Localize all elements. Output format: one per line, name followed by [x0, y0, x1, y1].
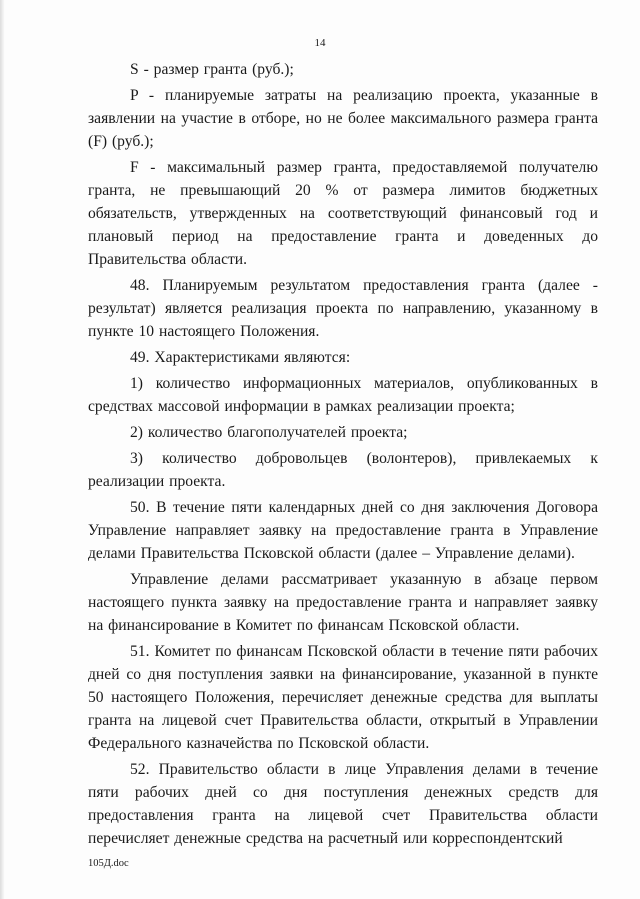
page-number: 14	[314, 37, 326, 49]
paragraph-p-definition: P - планируемые затраты на реализацию проекта, указанные в заявлении на участие в отборе, но не более максимального размера гранта (F) (руб.);	[88, 87, 598, 150]
paragraph-s-definition: S - размер гранта (руб.);	[130, 61, 294, 78]
document-body	[88, 58, 598, 853]
paragraph-48: 48. Планируемым результатом предоставления гранта (далее - результат) является реализация проекта по направлению, указанному в пункте 10 настоящего Положения.	[88, 277, 598, 340]
scan-edge-shadow	[0, 0, 5, 899]
paragraph-52: 52. Правительство области в лице Управления делами в течение пяти рабочих дней со дня поступления денежных средств для предоставления гранта на лицевой счет Правительства области перечисляет денежные средства на расчетный или корреспондентский	[88, 761, 598, 847]
paragraph-f-definition: F - максимальный размер гранта, предоставляемой получателю гранта, не превышающий 20 % от размера лимитов бюджетных обязательств, утвержденных на соответствующий финансовый год и плановый период на предоставление гранта и доведенных до Правительства области.	[88, 159, 598, 268]
list-item-1: 1) количество информационных материалов, опубликованных в средствах массовой информации в рамках реализации проекта;	[88, 375, 598, 415]
paragraph-50: 50. В течение пяти календарных дней со дня заключения Договора Управление направляет заявку на предоставление гранта в Управление делами Правительства Псковской области (далее – Управление делами).	[88, 499, 598, 562]
paragraph-50-continued: Управление делами рассматривает указанную в абзаце первом настоящего пункта заявку на предоставление гранта и направляет заявку на финансирование в Комитет по финансам Псковской области.	[88, 571, 598, 634]
list-item-2: 2) количество благополучателей проекта;	[130, 424, 408, 441]
file-name-footer: 105Д.doc	[88, 858, 129, 869]
paragraph-49: 49. Характеристиками являются:	[130, 349, 351, 366]
list-item-3: 3) количество добровольцев (волонтеров), привлекаемых к реализации проекта.	[88, 450, 598, 490]
paragraph-51: 51. Комитет по финансам Псковской области в течение пяти рабочих дней со дня поступления заявки на финансирование, указанной в пункте 50 настоящего Положения, перечисляет денежные средства для выплаты гранта на лицевой счет Правительства области, открытый в Управлении Федерального казначейства по Псковской области.	[88, 643, 598, 752]
